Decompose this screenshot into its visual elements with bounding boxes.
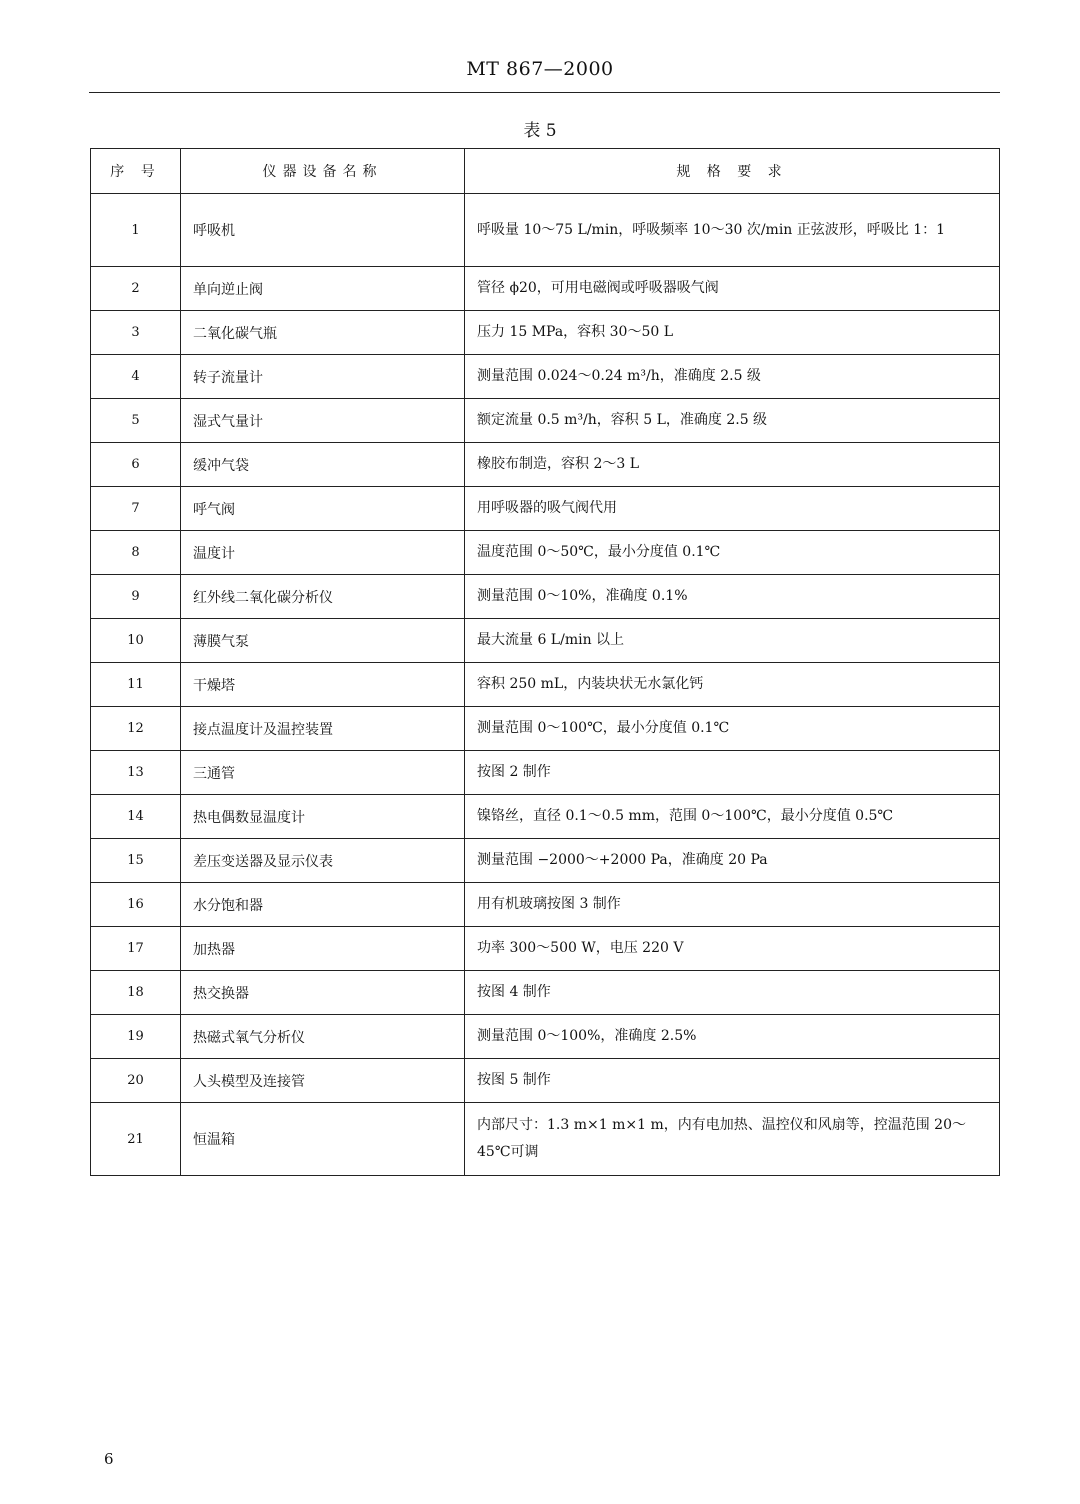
row-number: 3	[91, 311, 181, 355]
row-number: 10	[91, 619, 181, 663]
equipment-name: 薄膜气泵	[181, 619, 465, 663]
row-number: 8	[91, 531, 181, 575]
specification: 温度范围 0～50℃，最小分度值 0.1℃	[465, 531, 1000, 575]
header-rule	[89, 92, 1000, 93]
specification: 管径 ϕ20，可用电磁阀或呼吸器吸气阀	[465, 267, 1000, 311]
table-row	[91, 1059, 1000, 1103]
row-number: 2	[91, 267, 181, 311]
equipment-name: 呼气阀	[181, 487, 465, 531]
row-number: 11	[91, 663, 181, 707]
specification: 测量范围 0～10%，准确度 0.1%	[465, 575, 1000, 619]
equipment-name: 人头模型及连接管	[181, 1059, 465, 1103]
equipment-name: 红外线二氧化碳分析仪	[181, 575, 465, 619]
table-row	[91, 487, 1000, 531]
specification: 压力 15 MPa，容积 30～50 L	[465, 311, 1000, 355]
specification: 测量范围 −2000～+2000 Pa，准确度 20 Pa	[465, 839, 1000, 883]
specification: 功率 300～500 W，电压 220 V	[465, 927, 1000, 971]
column-header-number: 序 号	[91, 149, 181, 194]
specification: 测量范围 0～100%，准确度 2.5%	[465, 1015, 1000, 1059]
table-row	[91, 443, 1000, 487]
table-row	[91, 575, 1000, 619]
table-row	[91, 971, 1000, 1015]
row-number: 20	[91, 1059, 181, 1103]
equipment-name: 加热器	[181, 927, 465, 971]
specification: 呼吸量 10～75 L/min，呼吸频率 10～30 次/min 正弦波形，呼吸比 1：1	[465, 194, 1000, 267]
specification: 测量范围 0～100℃，最小分度值 0.1℃	[465, 707, 1000, 751]
table-row	[91, 355, 1000, 399]
specification: 用有机玻璃按图 3 制作	[465, 883, 1000, 927]
column-header-name: 仪器设备名称	[181, 149, 465, 194]
row-number: 16	[91, 883, 181, 927]
equipment-name: 单向逆止阀	[181, 267, 465, 311]
equipment-name: 水分饱和器	[181, 883, 465, 927]
row-number: 5	[91, 399, 181, 443]
equipment-name: 差压变送器及显示仪表	[181, 839, 465, 883]
equipment-name: 转子流量计	[181, 355, 465, 399]
equipment-name: 热磁式氧气分析仪	[181, 1015, 465, 1059]
row-number: 17	[91, 927, 181, 971]
specification: 橡胶布制造，容积 2～3 L	[465, 443, 1000, 487]
equipment-spec-table	[90, 148, 1000, 1176]
table-header-row	[91, 149, 1000, 194]
row-number: 1	[91, 194, 181, 267]
row-number: 18	[91, 971, 181, 1015]
row-number: 14	[91, 795, 181, 839]
row-number: 6	[91, 443, 181, 487]
table-row	[91, 267, 1000, 311]
table-row	[91, 927, 1000, 971]
row-number: 7	[91, 487, 181, 531]
row-number: 9	[91, 575, 181, 619]
table-row	[91, 707, 1000, 751]
equipment-name: 热交换器	[181, 971, 465, 1015]
page-number: 6	[104, 1450, 114, 1468]
specification: 按图 4 制作	[465, 971, 1000, 1015]
specification: 内部尺寸：1.3 m×1 m×1 m，内有电加热、温控仪和风扇等，控温范围 20～45℃可调	[465, 1103, 1000, 1176]
table-row	[91, 883, 1000, 927]
equipment-name: 热电偶数显温度计	[181, 795, 465, 839]
specification: 用呼吸器的吸气阀代用	[465, 487, 1000, 531]
table-row	[91, 1103, 1000, 1176]
table-row	[91, 399, 1000, 443]
row-number: 15	[91, 839, 181, 883]
row-number: 4	[91, 355, 181, 399]
equipment-name: 温度计	[181, 531, 465, 575]
table-row	[91, 619, 1000, 663]
row-number: 21	[91, 1103, 181, 1176]
row-number: 12	[91, 707, 181, 751]
table-row	[91, 194, 1000, 267]
equipment-name: 恒温箱	[181, 1103, 465, 1176]
row-number: 13	[91, 751, 181, 795]
table-row	[91, 839, 1000, 883]
specification: 容积 250 mL，内装块状无水氯化钙	[465, 663, 1000, 707]
equipment-name: 缓冲气袋	[181, 443, 465, 487]
table-row	[91, 531, 1000, 575]
document-header: MT 867—2000	[466, 58, 614, 80]
table-row	[91, 311, 1000, 355]
table-row	[91, 1015, 1000, 1059]
specification: 按图 5 制作	[465, 1059, 1000, 1103]
table-row	[91, 663, 1000, 707]
equipment-name: 二氧化碳气瓶	[181, 311, 465, 355]
table-row	[91, 751, 1000, 795]
table-caption: 表 5	[523, 121, 557, 141]
specification: 额定流量 0.5 m³/h，容积 5 L，准确度 2.5 级	[465, 399, 1000, 443]
equipment-name: 湿式气量计	[181, 399, 465, 443]
equipment-name: 干燥塔	[181, 663, 465, 707]
equipment-name: 接点温度计及温控装置	[181, 707, 465, 751]
table-row	[91, 795, 1000, 839]
row-number: 19	[91, 1015, 181, 1059]
column-header-spec: 规 格 要 求	[465, 149, 1000, 194]
specification: 测量范围 0.024～0.24 m³/h，准确度 2.5 级	[465, 355, 1000, 399]
equipment-name: 三通管	[181, 751, 465, 795]
specification: 镍铬丝，直径 0.1～0.5 mm，范围 0～100℃，最小分度值 0.5℃	[465, 795, 1000, 839]
specification: 按图 2 制作	[465, 751, 1000, 795]
specification: 最大流量 6 L/min 以上	[465, 619, 1000, 663]
equipment-name: 呼吸机	[181, 194, 465, 267]
